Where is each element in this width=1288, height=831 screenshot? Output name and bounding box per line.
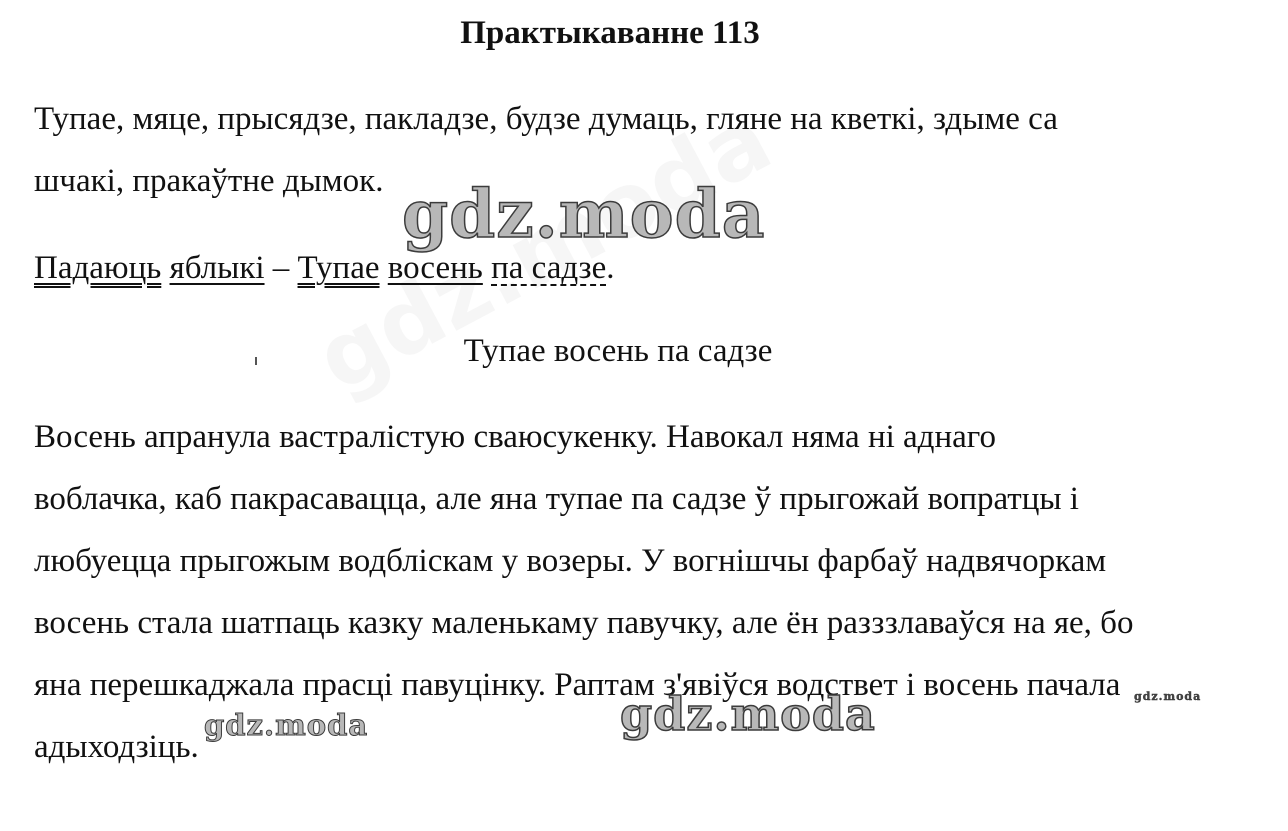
proverb-predicate-1: Падаюць [34, 250, 162, 286]
proverb-subject-2: восень [387, 250, 483, 286]
page-title: Практыкаванне 113 [460, 15, 760, 51]
intro-line: Тупае, мяце, прысядзе, пакладзе, будзе думаць, гляне на кветкі, здыме са [34, 101, 1058, 137]
story-line: любуецца прыгожым водбліскам у возеры. У вогнішчы фарбаў надвячоркам [34, 543, 1107, 579]
proverb-period: . [606, 250, 615, 286]
story-title: Тупае восень па садзе [463, 333, 773, 369]
story-line: Восень апранула вастралістую сваюсукенку. Навокал няма ні аднаго [34, 419, 996, 455]
proverb-sentence [34, 237, 1234, 299]
intro-paragraph [34, 88, 1234, 212]
story-line: яна перешкаджала прасці павуцінку. Раптам з'явіўся водствет і восень пачала [34, 667, 1121, 703]
story-paragraph [34, 406, 1234, 778]
story-line: адыходзіць. [34, 729, 199, 765]
watermark-logo-tiny: gdz.moda [1134, 690, 1202, 703]
intro-line: шчакі, пракаўтне дымок. [34, 163, 384, 199]
proverb-subject-1: яблыкі [169, 250, 265, 286]
story-line: воблачка, каб пакрасавацца, але яна тупае па садзе ў прыгожай вопратцы і [34, 481, 1079, 517]
proverb-adverbial: па садзе [491, 250, 607, 286]
proverb-dash: – [264, 250, 298, 286]
watermark-logo-bottom: gdz.moda [620, 687, 876, 741]
proverb-predicate-2: Тупае [297, 250, 380, 286]
story-line: восень стала шатпаць казку маленькаму павучку, але ён разззлаваўся на яе, бо [34, 605, 1134, 641]
watermark-logo-small: gdz.moda [204, 708, 369, 742]
watermark-logo-large: gdz.moda [402, 175, 766, 253]
